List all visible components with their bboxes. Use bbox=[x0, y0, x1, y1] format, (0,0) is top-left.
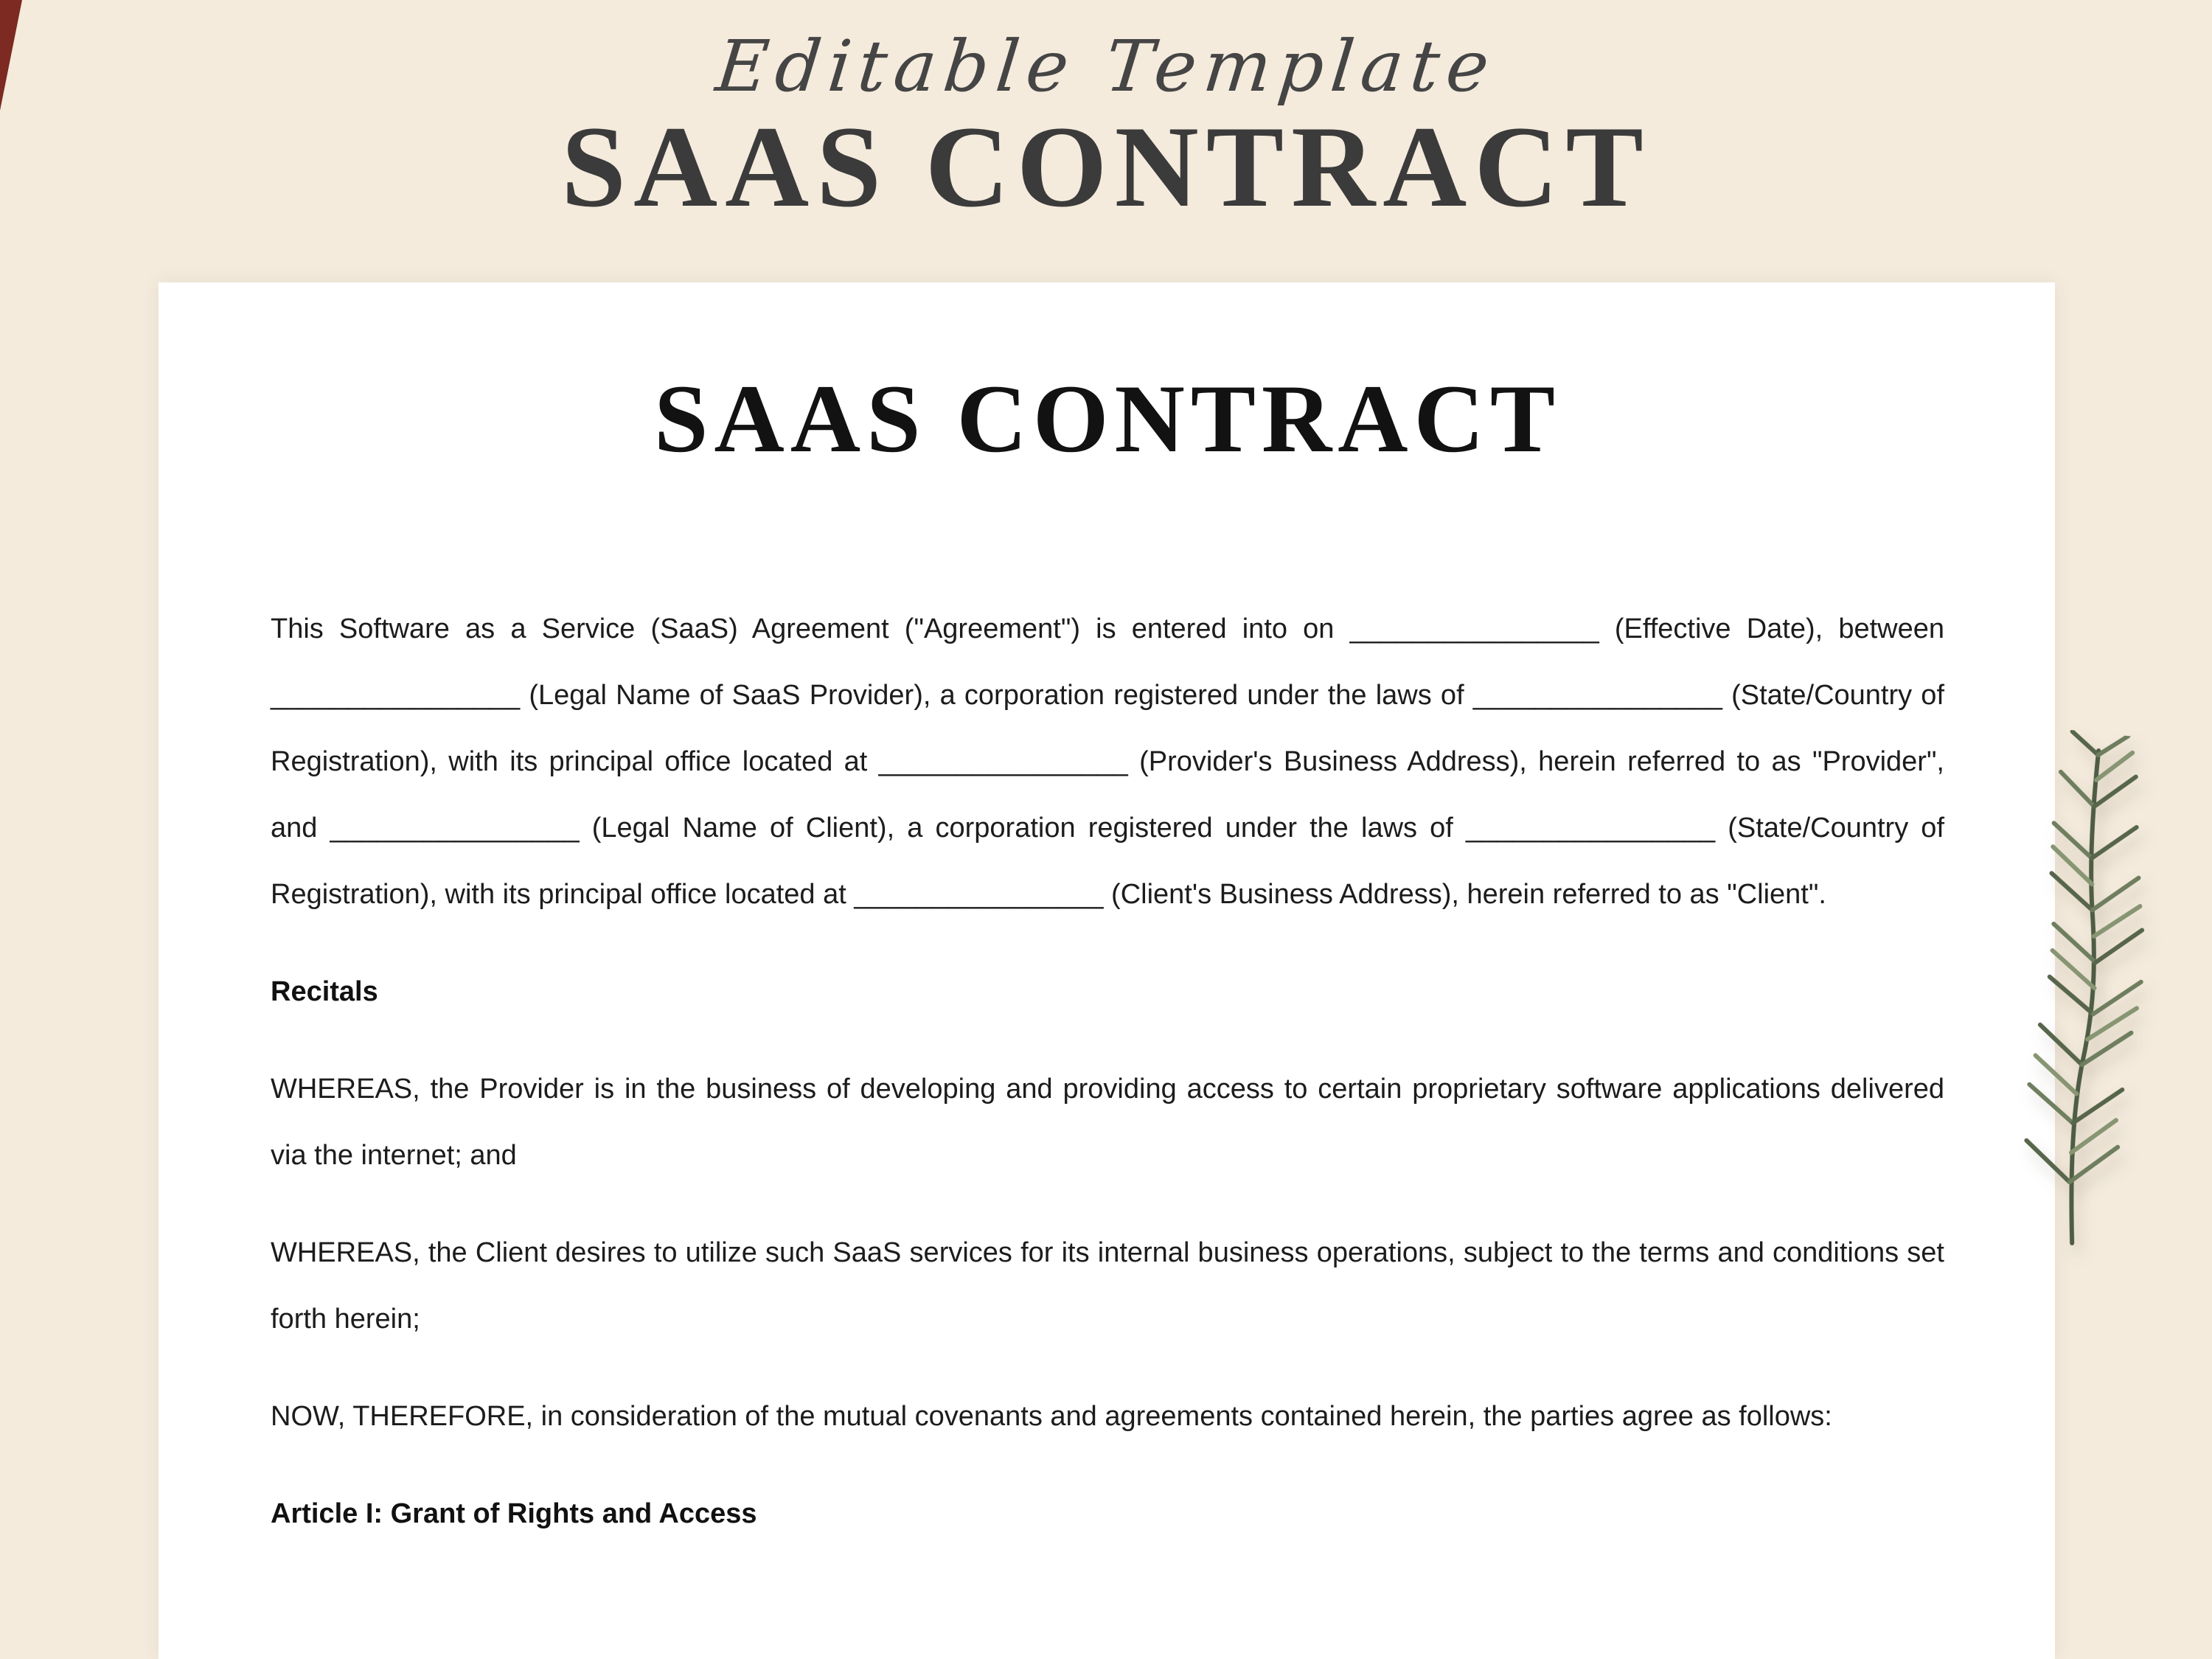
page-title: SAAS CONTRACT bbox=[654, 364, 1561, 473]
contract-paragraph: This Software as a Service (SaaS) Agreement ("Agreement") is entered into on ________________ (Effective Date), between ________________ (Legal Name of SaaS Provider), a corporation registered under the laws of ________________ (State/Country of Registration), with its principal office located at ________________ (Provider's Business Address), herein referred to as "Provider", and ________________ (Legal Name of Client), a corporation registered under the laws of ________________ (State/Country of Registration), with its principal office located at ________________ (Client's Business Address), herein referred to as "Client". bbox=[271, 613, 1944, 911]
contract-paragraph: WHEREAS, the Provider is in the business of developing and providing access to certain proprietary software applications delivered via the internet; and bbox=[271, 1074, 1944, 1172]
section-heading: Recitals bbox=[271, 976, 378, 1008]
contract-page bbox=[159, 282, 2055, 1659]
banner-title: SAAS CONTRACT bbox=[561, 102, 1651, 232]
banner-script-label: Editable Template bbox=[712, 25, 1500, 108]
banner bbox=[0, 0, 2212, 232]
contract-body bbox=[271, 596, 1944, 1547]
contract-paragraph: NOW, THEREFORE, in consideration of the mutual covenants and agreements contained herein, the parties agree as follows: bbox=[271, 1401, 1832, 1433]
contract-paragraph: WHEREAS, the Client desires to utilize such SaaS services for its internal business operations, subject to the terms and conditions set forth herein; bbox=[271, 1237, 1944, 1335]
section-heading: Article I: Grant of Rights and Access bbox=[271, 1498, 757, 1530]
